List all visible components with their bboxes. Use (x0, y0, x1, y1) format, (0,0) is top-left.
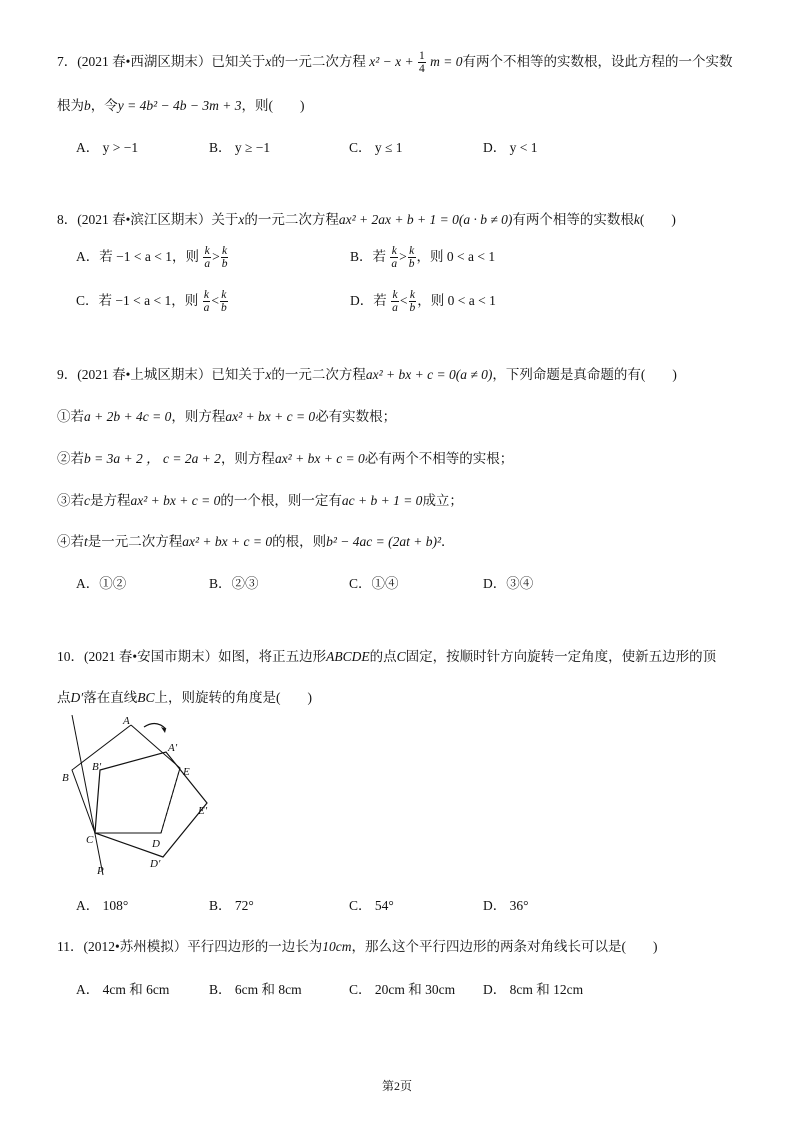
statement-text: ①若 (57, 409, 84, 424)
q10-line1 (57, 645, 716, 665)
q11-stem-text: ，那么这个平行四边形的两条对角线长可以是( ) (351, 939, 658, 954)
q8-stem-text: 有两个相等的实数根 (512, 212, 634, 227)
math-var: b (84, 98, 91, 113)
q7-stem-text: 根为 (57, 98, 84, 113)
operator: < (211, 293, 219, 308)
statement-text: ④若 (57, 534, 84, 549)
q10-option-a[interactable]: A． 108° (76, 898, 129, 913)
q10-option-c[interactable]: C． 54° (349, 898, 394, 913)
pentagon-rotated (95, 752, 207, 857)
q8-option-b[interactable] (350, 245, 495, 270)
q11-option-b[interactable]: B． 6cm 和 8cm (209, 982, 302, 997)
q7-line2 (57, 94, 304, 114)
q10-option-b[interactable]: B． 72° (209, 898, 254, 913)
frac-num: k (392, 289, 398, 302)
q11-stem (57, 935, 657, 955)
q10-stem-text: 点 (57, 690, 71, 705)
option-text: B．若 (350, 249, 387, 264)
q8-option-c[interactable] (76, 289, 229, 314)
math-expr: b = 3a + 2 ， c = 2a + 2 (84, 451, 221, 466)
frac-den: b (409, 302, 416, 315)
math-var: x (238, 212, 245, 227)
pentagon-rotation-diagram (58, 715, 238, 880)
q7-stem-text: ，则( ) (241, 98, 305, 113)
q9-option-b[interactable]: B．②③ (209, 576, 259, 591)
statement-text: 是方程 (90, 493, 131, 508)
frac-den: a (204, 258, 211, 271)
frac-num: k (222, 245, 228, 258)
q10-stem-text: 固定，按顺时针方向旋转一定角度，使新五边形的顶 (405, 649, 717, 664)
frac-num: 1 (419, 50, 425, 63)
q9-equation: ax² + bx + c = 0(a ≠ 0) (365, 367, 493, 382)
fraction (390, 245, 398, 270)
q7-fraction (418, 50, 426, 75)
fraction (203, 245, 211, 270)
q7-stem-text: 的一元二次方程 (271, 54, 366, 69)
q7-stem-text: ，令 (90, 98, 118, 113)
label-p: P (97, 865, 104, 877)
math-var: ABCDE (326, 649, 370, 664)
frac-den: a (203, 302, 210, 315)
label-a-prime: A′ (168, 742, 178, 754)
math-var: C (396, 649, 406, 664)
label-d: D (152, 838, 160, 850)
label-c: C (86, 834, 94, 846)
label-a: A (123, 715, 130, 727)
fraction (391, 289, 399, 314)
q9-statement-4 (57, 530, 455, 550)
label-b: B (62, 772, 69, 784)
q9-stem-text: ，下列命题是真命题的有( ) (492, 367, 677, 382)
fraction (409, 289, 417, 314)
pentagon-abcde (72, 725, 180, 833)
q7-stem-text: 7．(2021 春•西湖区期末）已知关于 (57, 54, 266, 69)
math-expr: ax² + bx + c = 0 (274, 451, 365, 466)
fraction (408, 245, 416, 270)
statement-text: ． (441, 534, 455, 549)
q8-stem-text: 的一元二次方程 (244, 212, 339, 227)
math-var: x (265, 54, 272, 69)
frac-den: b (221, 258, 228, 271)
q7-option-a[interactable]: A． y > −1 (76, 140, 139, 155)
q9-option-d[interactable]: D．③④ (483, 576, 534, 591)
frac-num: k (203, 289, 210, 302)
q10-stem-text: 10．(2021 春•安国市期末）如图，将正五边形 (57, 649, 327, 664)
q9-stem-text: 9．(2021 春•上城区期末）已知关于 (57, 367, 266, 382)
option-text: ，则 0 < a < 1 (416, 249, 496, 264)
operator: > (399, 249, 407, 264)
q8-stem-text: 8．(2021 春•滨江区期末）关于 (57, 212, 239, 227)
q7-equation: x² − x + (369, 54, 414, 69)
q11-option-d[interactable]: D． 8cm 和 12cm (483, 982, 584, 997)
label-e: E (183, 766, 190, 778)
q10-stem-text: 的点 (369, 649, 397, 664)
math-var: BC (137, 690, 155, 705)
frac-num: k (391, 245, 397, 258)
operator: > (212, 249, 220, 264)
frac-den: b (408, 258, 415, 271)
frac-den: a (392, 302, 398, 315)
q9-statement-3 (57, 489, 463, 509)
frac-num: k (409, 245, 415, 258)
math-var: c (84, 493, 90, 508)
option-text: A．若 −1 < a < 1，则 (76, 249, 199, 264)
statement-text: ②若 (57, 451, 84, 466)
label-b-prime: B′ (92, 761, 102, 773)
math-var: D′ (70, 690, 84, 705)
label-e-prime: E′ (198, 805, 208, 817)
statement-text: 是一元二次方程 (87, 534, 183, 549)
frac-num: k (204, 245, 210, 258)
math-var: k (633, 212, 640, 227)
label-d-prime: D′ (150, 858, 161, 870)
statement-text: 成立； (422, 493, 463, 508)
math-expr: ax² + bx + c = 0 (130, 493, 221, 508)
fraction (203, 289, 211, 314)
q10-stem-text: 上，则旋转的角度是( ) (154, 690, 312, 705)
statement-text: ，则方程 (171, 409, 226, 424)
statement-text: ③若 (57, 493, 84, 508)
frac-den: b (220, 302, 227, 315)
q11-option-a[interactable]: A． 4cm 和 6cm (76, 982, 170, 997)
q7-stem-text: 有两个不相等的实数根，设此方程的一个实数 (462, 54, 733, 69)
statement-text: 的根，则 (272, 534, 327, 549)
q10-option-d[interactable]: D． 36° (483, 898, 529, 913)
frac-den: 4 (419, 63, 425, 76)
statement-text: ，则方程 (220, 451, 275, 466)
q8-option-a[interactable] (76, 245, 229, 270)
math-var: x (265, 367, 272, 382)
frac-num: k (409, 289, 415, 302)
page-number: 第2页 (381, 1079, 412, 1093)
q9-stem (57, 363, 677, 383)
math-expr: b² − 4ac = (2at + b)² (326, 534, 442, 549)
q9-option-a[interactable]: A．①② (76, 576, 127, 591)
q9-option-c[interactable]: C．①④ (349, 576, 399, 591)
q9-stem-text: 的一元二次方程 (271, 367, 366, 382)
option-text: ，则 0 < a < 1 (417, 293, 496, 308)
q10-stem-text: 落在直线 (83, 690, 138, 705)
option-text: D．若 (350, 293, 387, 308)
frac-den: a (391, 258, 398, 271)
math-var: 10cm (322, 939, 352, 954)
option-text: C．若 −1 < a < 1，则 (76, 293, 199, 308)
fraction (220, 289, 228, 314)
q7-line1 (57, 50, 732, 75)
q7-equation: m = 0 (430, 54, 463, 69)
statement-text: 的一个根，则一定有 (220, 493, 342, 508)
q11-option-c[interactable]: C． 20cm 和 30cm (349, 982, 456, 997)
math-expr: ax² + bx + c = 0 (182, 534, 273, 549)
math-var: t (84, 534, 88, 549)
frac-num: k (221, 289, 227, 302)
q9-statement-1 (57, 405, 396, 425)
q10-line2 (57, 686, 312, 706)
q8-stem-text: ( ) (639, 212, 676, 227)
math-expr: a + 2b + 4c = 0 (84, 409, 172, 424)
operator: < (399, 293, 408, 308)
statement-text: 必有两个不相等的实根； (364, 451, 514, 466)
q7-option-b[interactable]: B． y ≥ −1 (209, 140, 271, 155)
fraction (221, 245, 229, 270)
statement-text: 必有实数根； (315, 409, 397, 424)
math-expr: ax² + bx + c = 0 (225, 409, 316, 424)
q8-option-d[interactable] (350, 289, 496, 314)
q7-option-c[interactable]: C． y ≤ 1 (349, 140, 403, 155)
q7-y-expression: y = 4b² − 4b − 3m + 3 (117, 98, 242, 113)
q11-stem-text: 11．(2012•苏州模拟）平行四边形的一边长为 (57, 939, 323, 954)
q9-statement-2 (57, 447, 513, 467)
q8-equation: ax² + 2ax + b + 1 = 0(a · b ≠ 0) (338, 212, 513, 227)
math-expr: ac + b + 1 = 0 (341, 493, 423, 508)
q7-option-d[interactable]: D． y < 1 (483, 140, 538, 155)
q8-stem (57, 208, 676, 228)
